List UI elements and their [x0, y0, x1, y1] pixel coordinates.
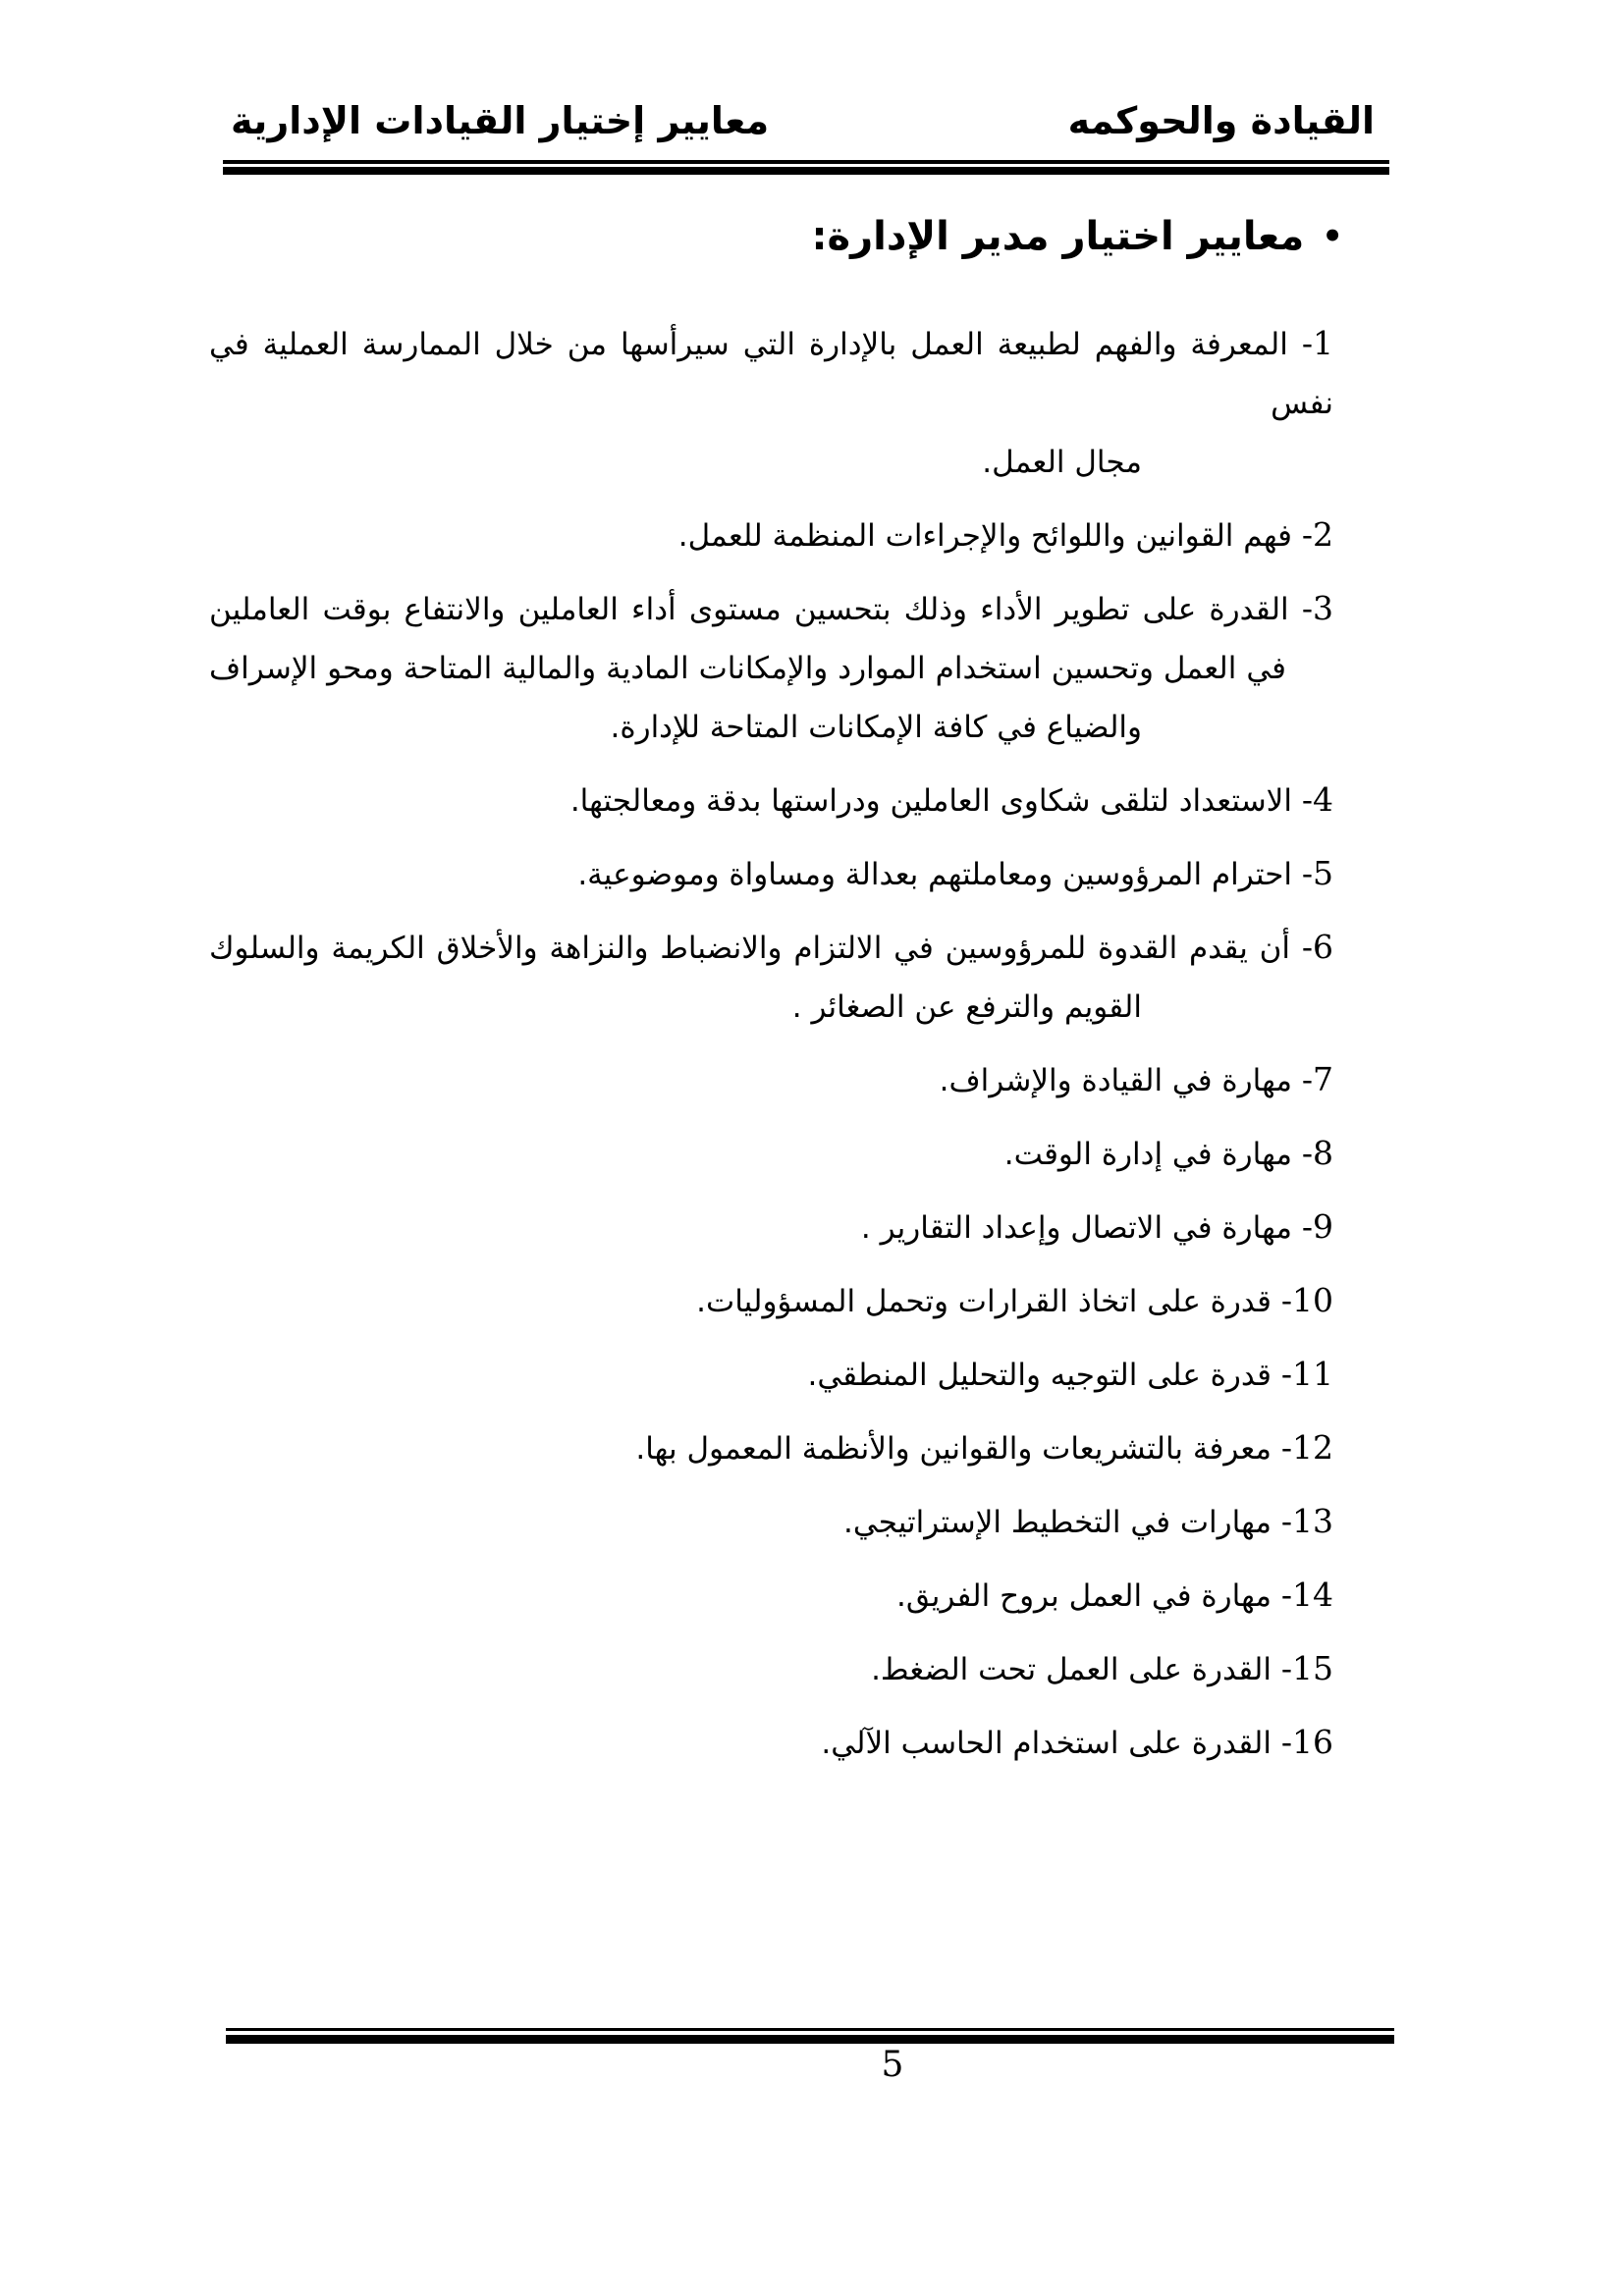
- list-item-number: 6-: [1301, 928, 1334, 966]
- list-item-text: في العمل وتحسين استخدام الموارد والإمكانات المادية والمالية المتاحة ومحو الإسراف: [209, 651, 1286, 686]
- list-item-text: قدرة على اتخاذ القرارات وتحمل المسؤوليات.: [696, 1284, 1272, 1319]
- list-item-number: 11-: [1280, 1355, 1333, 1393]
- list-item-line: [209, 1418, 1333, 1478]
- list-item-text: معرفة بالتشريعات والقوانين والأنظمة المعمول بها.: [635, 1431, 1272, 1467]
- list-item-line: [209, 433, 1142, 492]
- list-item-number: 4-: [1301, 780, 1333, 819]
- list-item-number: 7-: [1301, 1060, 1333, 1098]
- list-item-line: [209, 1198, 1333, 1257]
- list-item-text: القدرة على استخدام الحاسب الآلي.: [821, 1726, 1272, 1761]
- list-item-number: 16-: [1280, 1723, 1333, 1761]
- list-item: [209, 506, 1333, 565]
- list-item-line: [209, 1713, 1333, 1773]
- list-item-text: القويم والترفع عن الصغائر .: [791, 989, 1142, 1025]
- list-item: [209, 1418, 1333, 1478]
- list-item-line: [209, 771, 1333, 830]
- list-item-text: مهارة في القيادة والإشراف.: [939, 1063, 1292, 1098]
- list-item-line: [209, 506, 1333, 565]
- list-item: [209, 314, 1333, 492]
- list-item: [209, 1198, 1333, 1257]
- list-item-text: مهارة في الاتصال وإعداد التقارير .: [860, 1210, 1292, 1246]
- page-header: [231, 94, 1375, 147]
- list-item: [209, 918, 1333, 1037]
- list-item-text: أن يقدم القدوة للمرؤوسين في الالتزام والانضباط والنزاهة والأخلاق الكريمة والسلوك: [209, 931, 1291, 966]
- list-item-text: احترام المرؤوسين ومعاملتهم بعدالة ومساواة وموضوعية.: [577, 857, 1292, 892]
- list-item: [209, 579, 1333, 757]
- list-item: [209, 1271, 1333, 1331]
- list-item: [209, 1050, 1333, 1110]
- list-item-number: 14-: [1280, 1575, 1333, 1614]
- list-item: [209, 1639, 1333, 1699]
- list-item-text: مهارة في العمل بروح الفريق.: [896, 1578, 1272, 1614]
- list-item-number: 5-: [1301, 854, 1333, 892]
- list-item-number: 15-: [1280, 1649, 1333, 1687]
- list-item: [209, 1345, 1333, 1405]
- list-item-text: قدرة على التوجيه والتحليل المنطقي.: [807, 1358, 1272, 1393]
- header-right-title: القيادة والحوكمه: [1067, 99, 1375, 142]
- list-item-line: [209, 1124, 1333, 1184]
- list-item-text: المعرفة والفهم لطبيعة العمل بالإدارة التي سيرأسها من خلال الممارسة العملية في نفس: [209, 327, 1333, 421]
- header-rule: [223, 160, 1389, 175]
- list-item-line: [209, 1050, 1333, 1110]
- list-item-number: 10-: [1280, 1281, 1333, 1319]
- list-item-line: [209, 1492, 1333, 1552]
- bullet-icon: •: [1322, 217, 1343, 256]
- list-item-number: 9-: [1301, 1207, 1333, 1246]
- list-item: [209, 1566, 1333, 1626]
- list-item-number: 1-: [1301, 324, 1334, 362]
- list-item-line: [209, 1345, 1333, 1405]
- list-item-number: 2-: [1301, 515, 1333, 554]
- list-item-text: مجال العمل.: [982, 445, 1142, 480]
- list-item-line: [209, 1271, 1333, 1331]
- criteria-list: [209, 314, 1333, 1787]
- list-item-number: 12-: [1280, 1428, 1333, 1467]
- list-item-text: الاستعداد لتلقى شكاوى العاملين ودراستها بدقة ومعالجتها.: [569, 783, 1292, 819]
- page-number: 5: [881, 2045, 904, 2085]
- list-item-text: القدرة على العمل تحت الضغط.: [871, 1652, 1272, 1687]
- list-item: [209, 1713, 1333, 1773]
- list-item-text: القدرة على تطوير الأداء وذلك بتحسين مستوى أداء العاملين والانتفاع بوقت العاملين: [209, 592, 1289, 627]
- list-item-line: [209, 579, 1333, 639]
- list-item: [209, 771, 1333, 830]
- list-item-line: [209, 1639, 1333, 1699]
- footer-rule: [226, 2028, 1394, 2044]
- list-item-text: فهم القوانين واللوائح والإجراءات المنظمة للعمل.: [677, 518, 1292, 554]
- list-item-line: [209, 698, 1142, 757]
- list-item-number: 8-: [1301, 1134, 1333, 1172]
- list-item: [209, 844, 1333, 904]
- list-item-line: [209, 639, 1286, 698]
- list-item-line: [209, 314, 1333, 433]
- list-item-line: [209, 918, 1333, 978]
- list-item-line: [209, 1566, 1333, 1626]
- list-item: [209, 1124, 1333, 1184]
- list-item: [209, 1492, 1333, 1552]
- header-left-title: معايير إختيار القيادات الإدارية: [231, 99, 770, 142]
- list-item-text: مهارة في إدارة الوقت.: [1003, 1137, 1292, 1172]
- list-item-number: 13-: [1280, 1502, 1333, 1540]
- list-item-text: والضياع في كافة الإمكانات المتاحة للإدارة.: [610, 710, 1142, 745]
- section-heading-text: معايير اختيار مدير الإدارة:: [811, 214, 1305, 259]
- list-item-text: مهارات في التخطيط الإستراتيجي.: [843, 1505, 1272, 1540]
- list-item-number: 3-: [1301, 589, 1333, 627]
- list-item-line: [209, 978, 1142, 1037]
- list-item-line: [209, 844, 1333, 904]
- section-heading: [812, 209, 1344, 264]
